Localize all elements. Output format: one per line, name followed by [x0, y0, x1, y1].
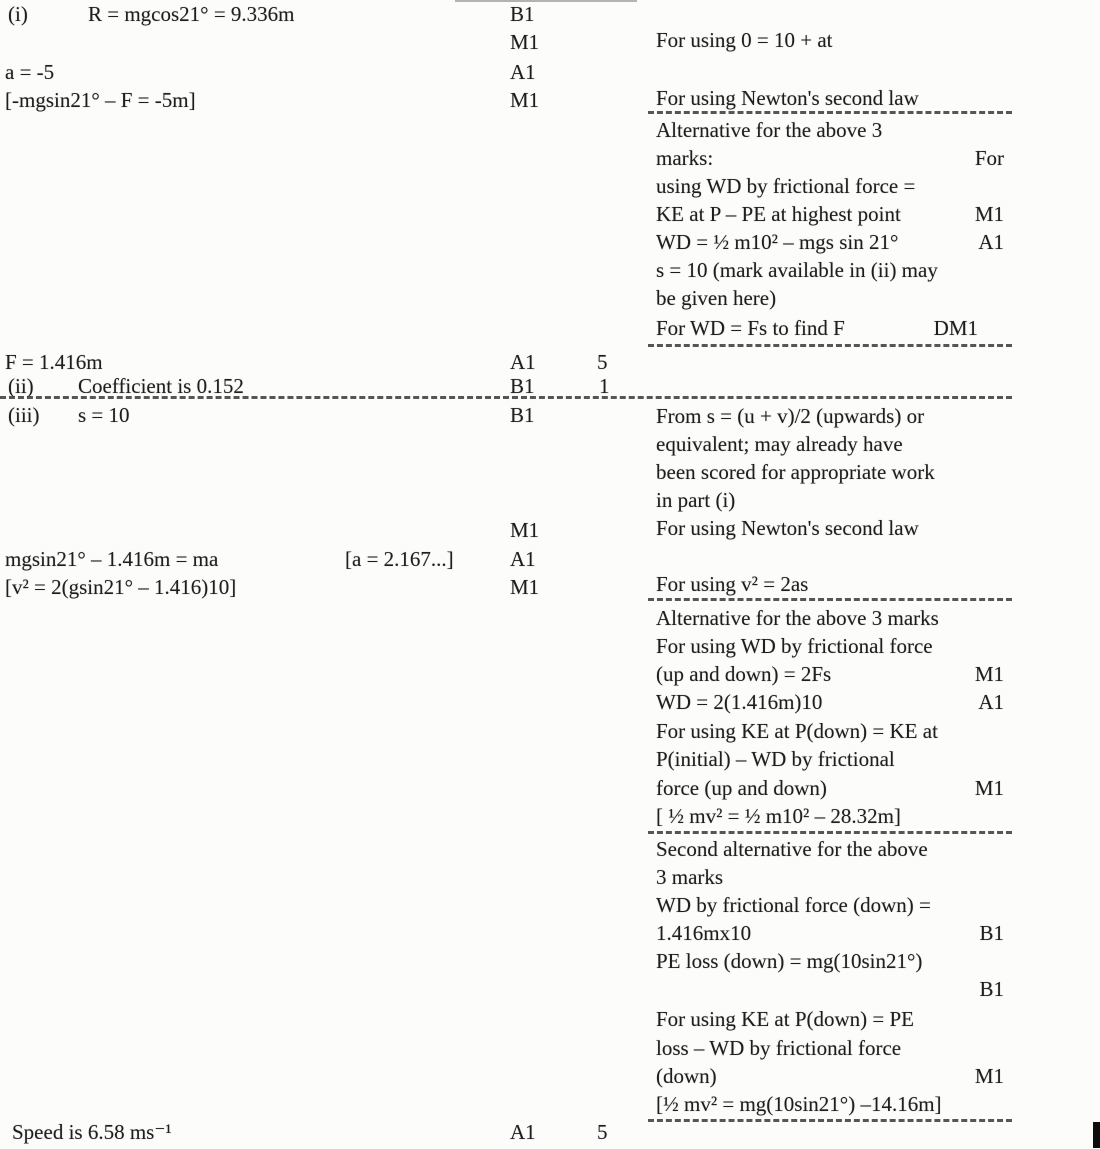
mark-code: M1 — [510, 88, 540, 112]
alt2-line2-text: (up and down) = 2Fs — [656, 662, 832, 686]
alt1-marks-word: marks: — [656, 146, 714, 170]
mark-total: 5 — [597, 1120, 608, 1144]
alt1-line4: s = 10 (mark available in (ii) may — [656, 258, 938, 282]
part-i-label: (i) — [8, 2, 28, 26]
alt3-line7: [½ mv² = mg(10sin21°) –14.16m] — [656, 1092, 942, 1116]
answer-speed: Speed is 6.58 ms⁻¹ — [12, 1120, 172, 1144]
mark-code: A1 — [510, 350, 536, 374]
alt1-title-line2 — [656, 146, 1004, 171]
from-s-line4: in part (i) — [656, 488, 736, 512]
equation-v2: [v² = 2(gsin21° – 1.416)10] — [5, 575, 237, 599]
alt1-title-line1: Alternative for the above 3 — [656, 118, 883, 142]
value-a: [a = 2.167...] — [345, 547, 454, 571]
equation-a: a = -5 — [5, 60, 55, 84]
alt2-line6-mark: M1 — [974, 776, 1004, 800]
from-s-line2: equivalent; may already have — [656, 432, 903, 456]
alt1-line3-text: WD = ½ m10² – mgs sin 21° — [656, 230, 899, 254]
dashed-separator-full — [0, 396, 1012, 399]
mark-code: B1 — [510, 403, 535, 427]
alt3-line6-text: (down) — [656, 1064, 717, 1088]
alt3-line5: loss – WD by frictional force — [656, 1036, 902, 1060]
equation-F: F = 1.416m — [5, 350, 103, 374]
alt2-line3 — [656, 690, 1004, 715]
alt3-line1: WD by frictional force (down) = — [656, 893, 931, 917]
alt3-line2 — [656, 921, 1004, 946]
alt1-line1: using WD by frictional force = — [656, 174, 916, 198]
from-s-line1: From s = (u + v)/2 (upwards) or — [656, 404, 925, 428]
dashed-separator — [648, 598, 1012, 601]
comment-newton-2: For using Newton's second law — [656, 516, 919, 540]
mark-code: B1 — [510, 374, 535, 398]
mark-code: M1 — [510, 30, 540, 54]
scan-artifact-bar — [1093, 1122, 1100, 1148]
mark-total: 1 — [599, 374, 610, 398]
comment-newton-1: For using Newton's second law — [656, 86, 919, 110]
mark-code: A1 — [510, 60, 536, 84]
table-top-rule-fragment — [455, 0, 637, 2]
answer-s: s = 10 — [78, 403, 130, 427]
mark-code: A1 — [510, 1120, 536, 1144]
comment-v2as: For using v² = 2as — [656, 572, 809, 596]
dashed-separator — [648, 831, 1012, 834]
alt2-line2-mark: M1 — [974, 662, 1004, 686]
alt2-line6-text: force (up and down) — [656, 776, 827, 800]
alt2-line6 — [656, 776, 1004, 801]
alt1-for-word: For — [974, 146, 1004, 170]
dashed-separator — [648, 344, 1012, 347]
alt2-line1: For using WD by frictional force — [656, 634, 933, 658]
alt1-line2-mark: M1 — [974, 202, 1004, 226]
answer-coefficient: Coefficient is 0.152 — [78, 374, 244, 398]
alt3-line6 — [656, 1064, 1004, 1089]
alt3-title-line2: 3 marks — [656, 865, 724, 889]
alt2-line7: [ ½ mv² = ½ m10² – 28.32m] — [656, 804, 901, 828]
comment-using-0: For using 0 = 10 + at — [656, 28, 833, 52]
part-ii-label: (ii) — [8, 374, 34, 398]
alt2-line3-text: WD = 2(1.416m)10 — [656, 690, 823, 714]
mark-code: A1 — [510, 547, 536, 571]
mark-code: B1 — [510, 2, 535, 26]
alt3-line4: For using KE at P(down) = PE — [656, 1007, 915, 1031]
alt3-title-line1: Second alternative for the above — [656, 837, 928, 861]
alt1-line3 — [656, 230, 1004, 255]
mark-code: M1 — [510, 575, 540, 599]
dashed-separator — [648, 1119, 1012, 1122]
alt2-line4: For using KE at P(down) = KE at — [656, 719, 938, 743]
alt2-line5: P(initial) – WD by frictional — [656, 747, 895, 771]
alt1-line6-mark: DM1 — [933, 316, 978, 340]
alt3-line2-text: 1.416mx10 — [656, 921, 752, 945]
mark-total: 5 — [597, 350, 608, 374]
alt3-line3-mark: B1 — [979, 977, 1004, 1001]
alt1-line3-mark: A1 — [978, 230, 1004, 254]
alt3-line3: PE loss (down) = mg(10sin21°) — [656, 949, 923, 973]
alt2-title: Alternative for the above 3 marks — [656, 606, 939, 630]
equation-R: R = mgcos21° = 9.336m — [88, 2, 295, 26]
dashed-separator — [648, 111, 1012, 114]
equation-newton: [-mgsin21° – F = -5m] — [5, 88, 196, 112]
mark-code: M1 — [510, 518, 540, 542]
alt1-line5: be given here) — [656, 286, 777, 310]
alt2-line3-mark: A1 — [978, 690, 1004, 714]
alt1-line6-text: For WD = Fs to find F — [656, 316, 845, 340]
alt2-line2 — [656, 662, 1004, 687]
from-s-line3: been scored for appropriate work — [656, 460, 935, 484]
alt1-line6 — [656, 316, 978, 341]
equation-ma: mgsin21° – 1.416m = ma — [5, 547, 219, 571]
alt3-line2-mark: B1 — [979, 921, 1004, 945]
part-iii-label: (iii) — [8, 403, 40, 427]
alt1-line2 — [656, 202, 1004, 227]
alt3-line6-mark: M1 — [974, 1064, 1004, 1088]
alt1-line2-text: KE at P – PE at highest point — [656, 202, 901, 226]
